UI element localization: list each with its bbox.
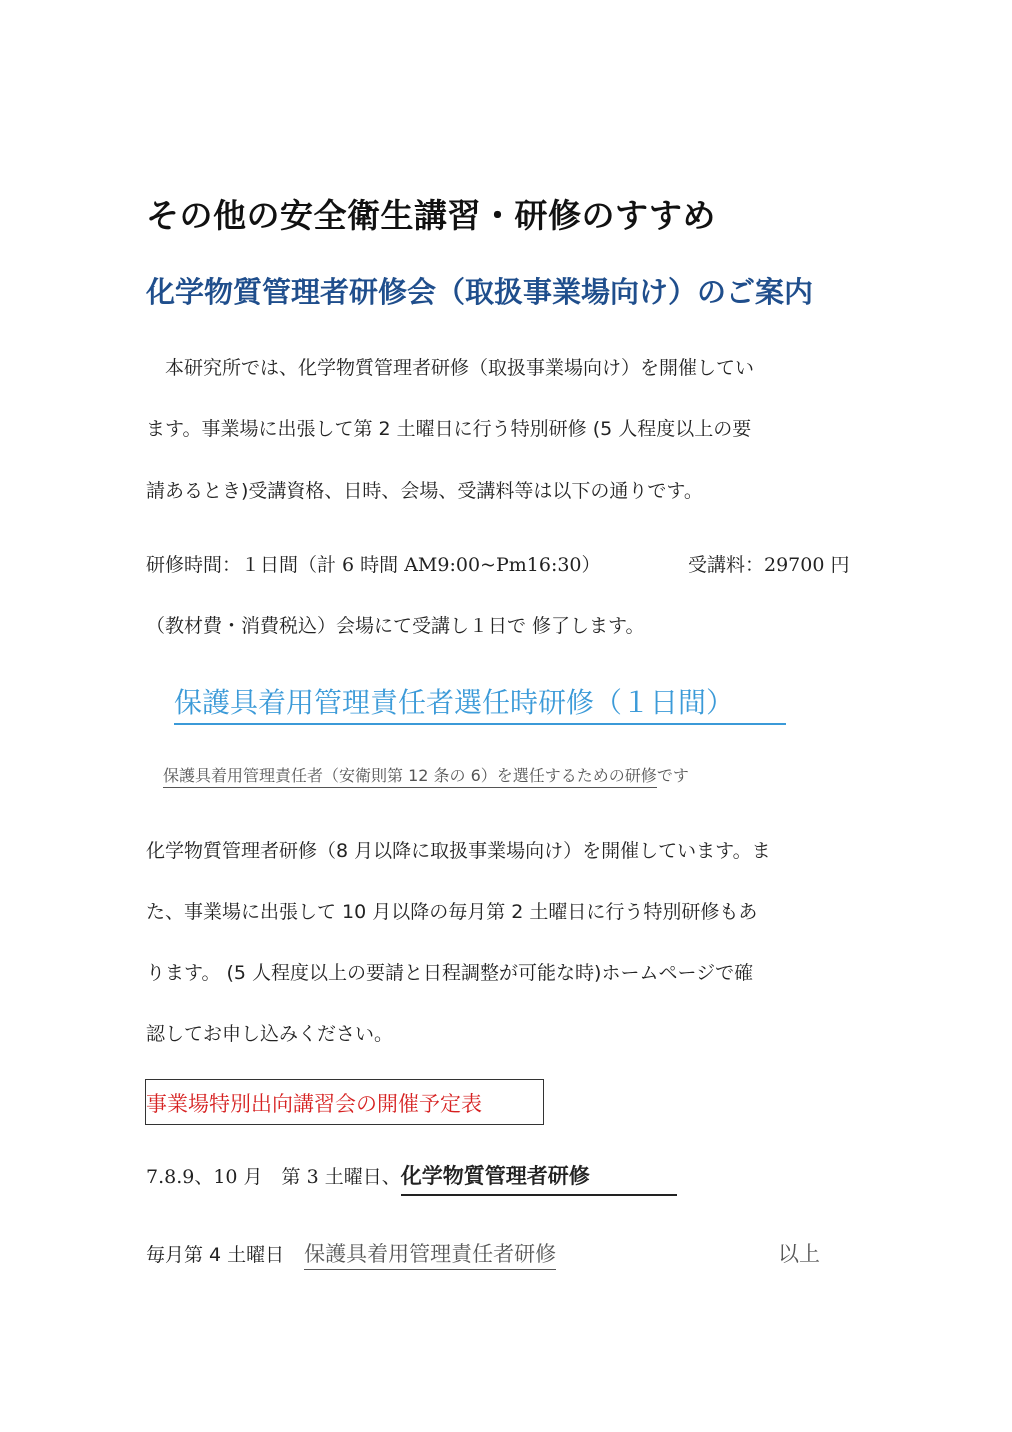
schedule-row-chemical [146,1160,677,1196]
protective-course-note [163,763,689,786]
intro-line-1: 本研究所では、化学物質管理者研修（取扱事業場向け）を開催してい [146,357,755,379]
schedule-row-protective [146,1238,556,1268]
page-title: その他の安全衛生講習・研修のすすめ [146,196,716,235]
protective-equipment-course-heading: 保護具着用管理責任者選任時研修（１日間） [174,681,786,725]
closing-mark: 以上 [778,1242,820,1266]
schedule-row-chemical-when: 7.8.9、10 月 第 3 土曜日、 [146,1166,401,1188]
detail-line-1: 化学物質管理者研修（8 月以降に取扱事業場向け）を開催しています。ま [146,840,771,862]
intro-line-3: 請あるとき)受講資格、日時、会場、受講料等は以下の通りです。 [146,480,703,502]
schedule-row-protective-when: 毎月第 4 土曜日 [146,1244,285,1266]
intro-line-2: ます。事業場に出張して第 2 土曜日に行う特別研修 (5 人程度以上の要 [146,418,752,440]
training-fee: 受講料：29700 円 [688,554,850,576]
schedule-box-label: 事業場特別出向講習会の開催予定表 [146,1092,482,1116]
schedule-box [145,1079,544,1125]
schedule-row-protective-course: 保護具着用管理責任者研修 [304,1242,556,1270]
training-time: 研修時間：１日間（計 6 時間 AM9:00~Pm16:30） [146,554,601,576]
fee-note: （教材費・消費税込）会場にて受講し１日で 修了します。 [146,615,645,637]
protective-course-note-underlined: 保護具着用管理責任者（安衛則第 12 条の 6）を選任するための研修 [163,766,657,788]
detail-line-3: ります。 (5 人程度以上の要請と日程調整が可能な時)ホームページで確 [146,962,754,984]
protective-course-note-tail: です [656,766,689,785]
detail-line-2: た、事業場に出張して 10 月以降の毎月第 2 土曜日に行う特別研修もあ [146,901,758,923]
detail-line-4: 認してお申し込みください。 [146,1023,394,1045]
schedule-row-chemical-course: 化学物質管理者研修 [401,1160,677,1196]
course-guide-heading: 化学物質管理者研修会（取扱事業場向け）のご案内 [146,275,814,309]
